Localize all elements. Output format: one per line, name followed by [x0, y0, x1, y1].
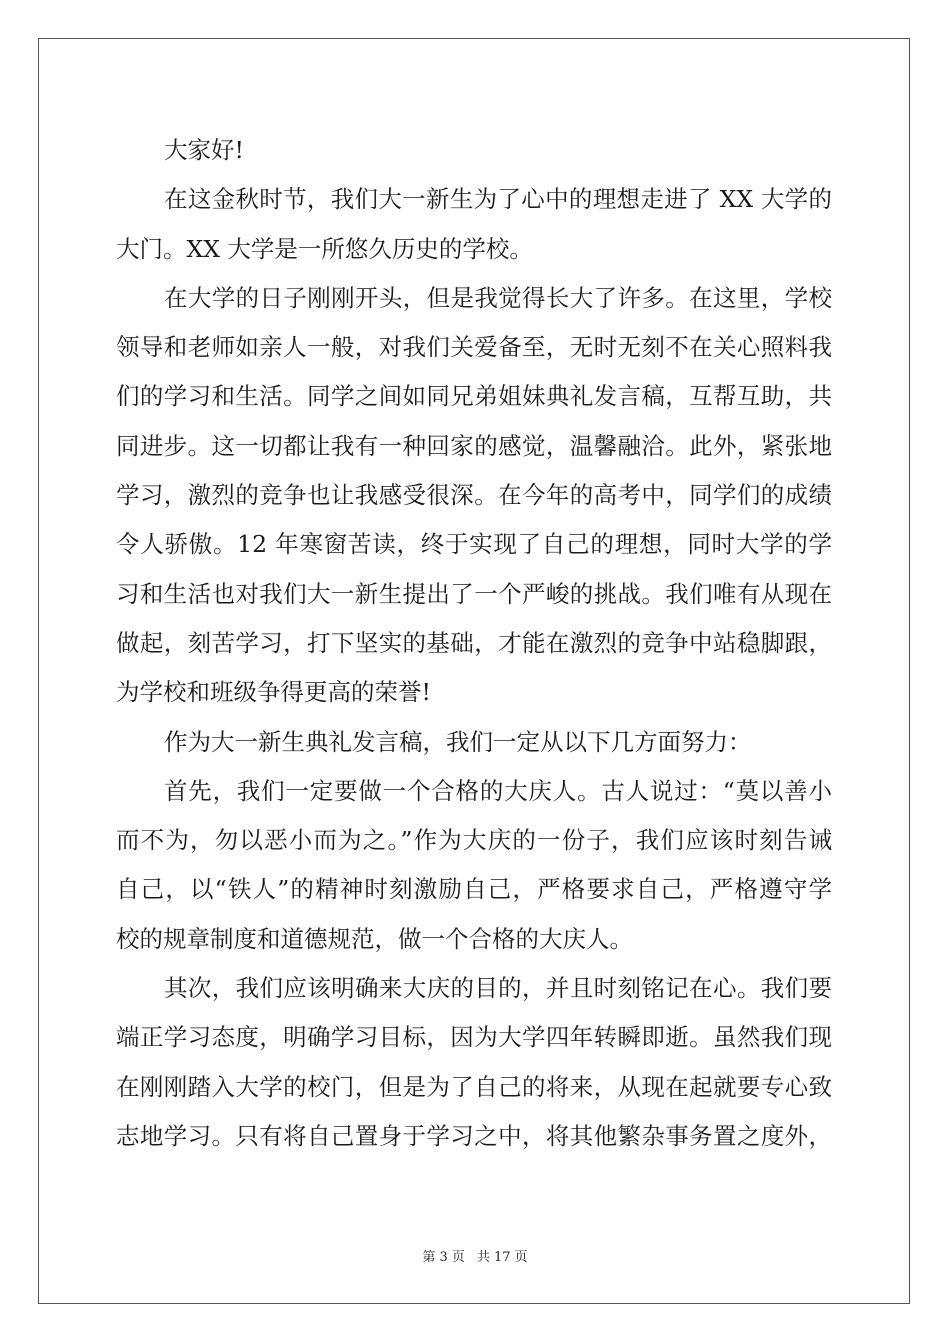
paragraph-line: 作为大一新生典礼发言稿，我们一定从以下几方面努力： — [164, 727, 752, 756]
paragraph-line: 在刚刚踏入大学的校门，但是为了自己的将来，从现在起就要专心致 — [116, 1072, 832, 1101]
paragraph-line: 志地学习。只有将自己置身于学习之中，将其他繁杂事务置之度外， — [116, 1121, 832, 1150]
paragraph-line: 而不为，勿以恶小而为之。”作为大庆的一份子，我们应该时刻告诫 — [116, 826, 832, 855]
paragraph-line: 们的学习和生活。同学之间如同兄弟姐妹典礼发言稿，互帮互助，共 — [116, 382, 832, 411]
page-number: 第 3 页 — [422, 1250, 465, 1265]
paragraph-line: 在这金秋时节，我们大一新生为了心中的理想走进了 XX 大学的 — [164, 185, 832, 214]
paragraph-line: 领导和老师如亲人一般，对我们关爱备至，无时无刻不在关心照料我 — [116, 333, 832, 362]
paragraph-line: 习和生活也对我们大一新生提出了一个严峻的挑战。我们唯有从现在 — [116, 579, 832, 608]
paragraph-line: 为学校和班级争得更高的荣誉! — [116, 678, 431, 707]
paragraph-line: 校的规章制度和道德规范，做一个合格的大庆人。 — [116, 924, 633, 953]
paragraph-line: 首先，我们一定要做一个合格的大庆人。古人说过：“莫以善小 — [164, 776, 832, 805]
paragraph-line: 大门。XX 大学是一所悠久历史的学校。 — [116, 234, 533, 263]
paragraph-line: 做起，刻苦学习，打下坚实的基础，才能在激烈的竞争中站稳脚跟， — [116, 628, 832, 657]
document-body — [116, 126, 832, 1161]
paragraph-line: 自己，以“铁人”的精神时刻激励自己，严格要求自己，严格遵守学 — [116, 875, 832, 904]
paragraph-line: 大家好! — [164, 136, 244, 164]
paragraph-line: 其次，我们应该明确来大庆的目的，并且时刻铭记在心。我们要 — [164, 974, 832, 1003]
page-footer — [0, 1246, 950, 1265]
paragraph-line: 在大学的日子刚刚开头，但是我觉得长大了许多。在这里，学校 — [164, 283, 832, 312]
paragraph-line: 端正学习态度，明确学习目标，因为大学四年转瞬即逝。虽然我们现 — [116, 1023, 832, 1052]
page-total: 共 17 页 — [476, 1250, 528, 1265]
paragraph-line: 同进步。这一切都让我有一种回家的感觉，温馨融洽。此外，紧张地 — [116, 431, 832, 460]
paragraph-line: 学习，激烈的竞争也让我感受很深。在今年的高考中，同学们的成绩 — [116, 481, 832, 510]
paragraph-line: 令人骄傲。12 年寒窗苦读，终于实现了自己的理想，同时大学的学 — [116, 530, 832, 559]
